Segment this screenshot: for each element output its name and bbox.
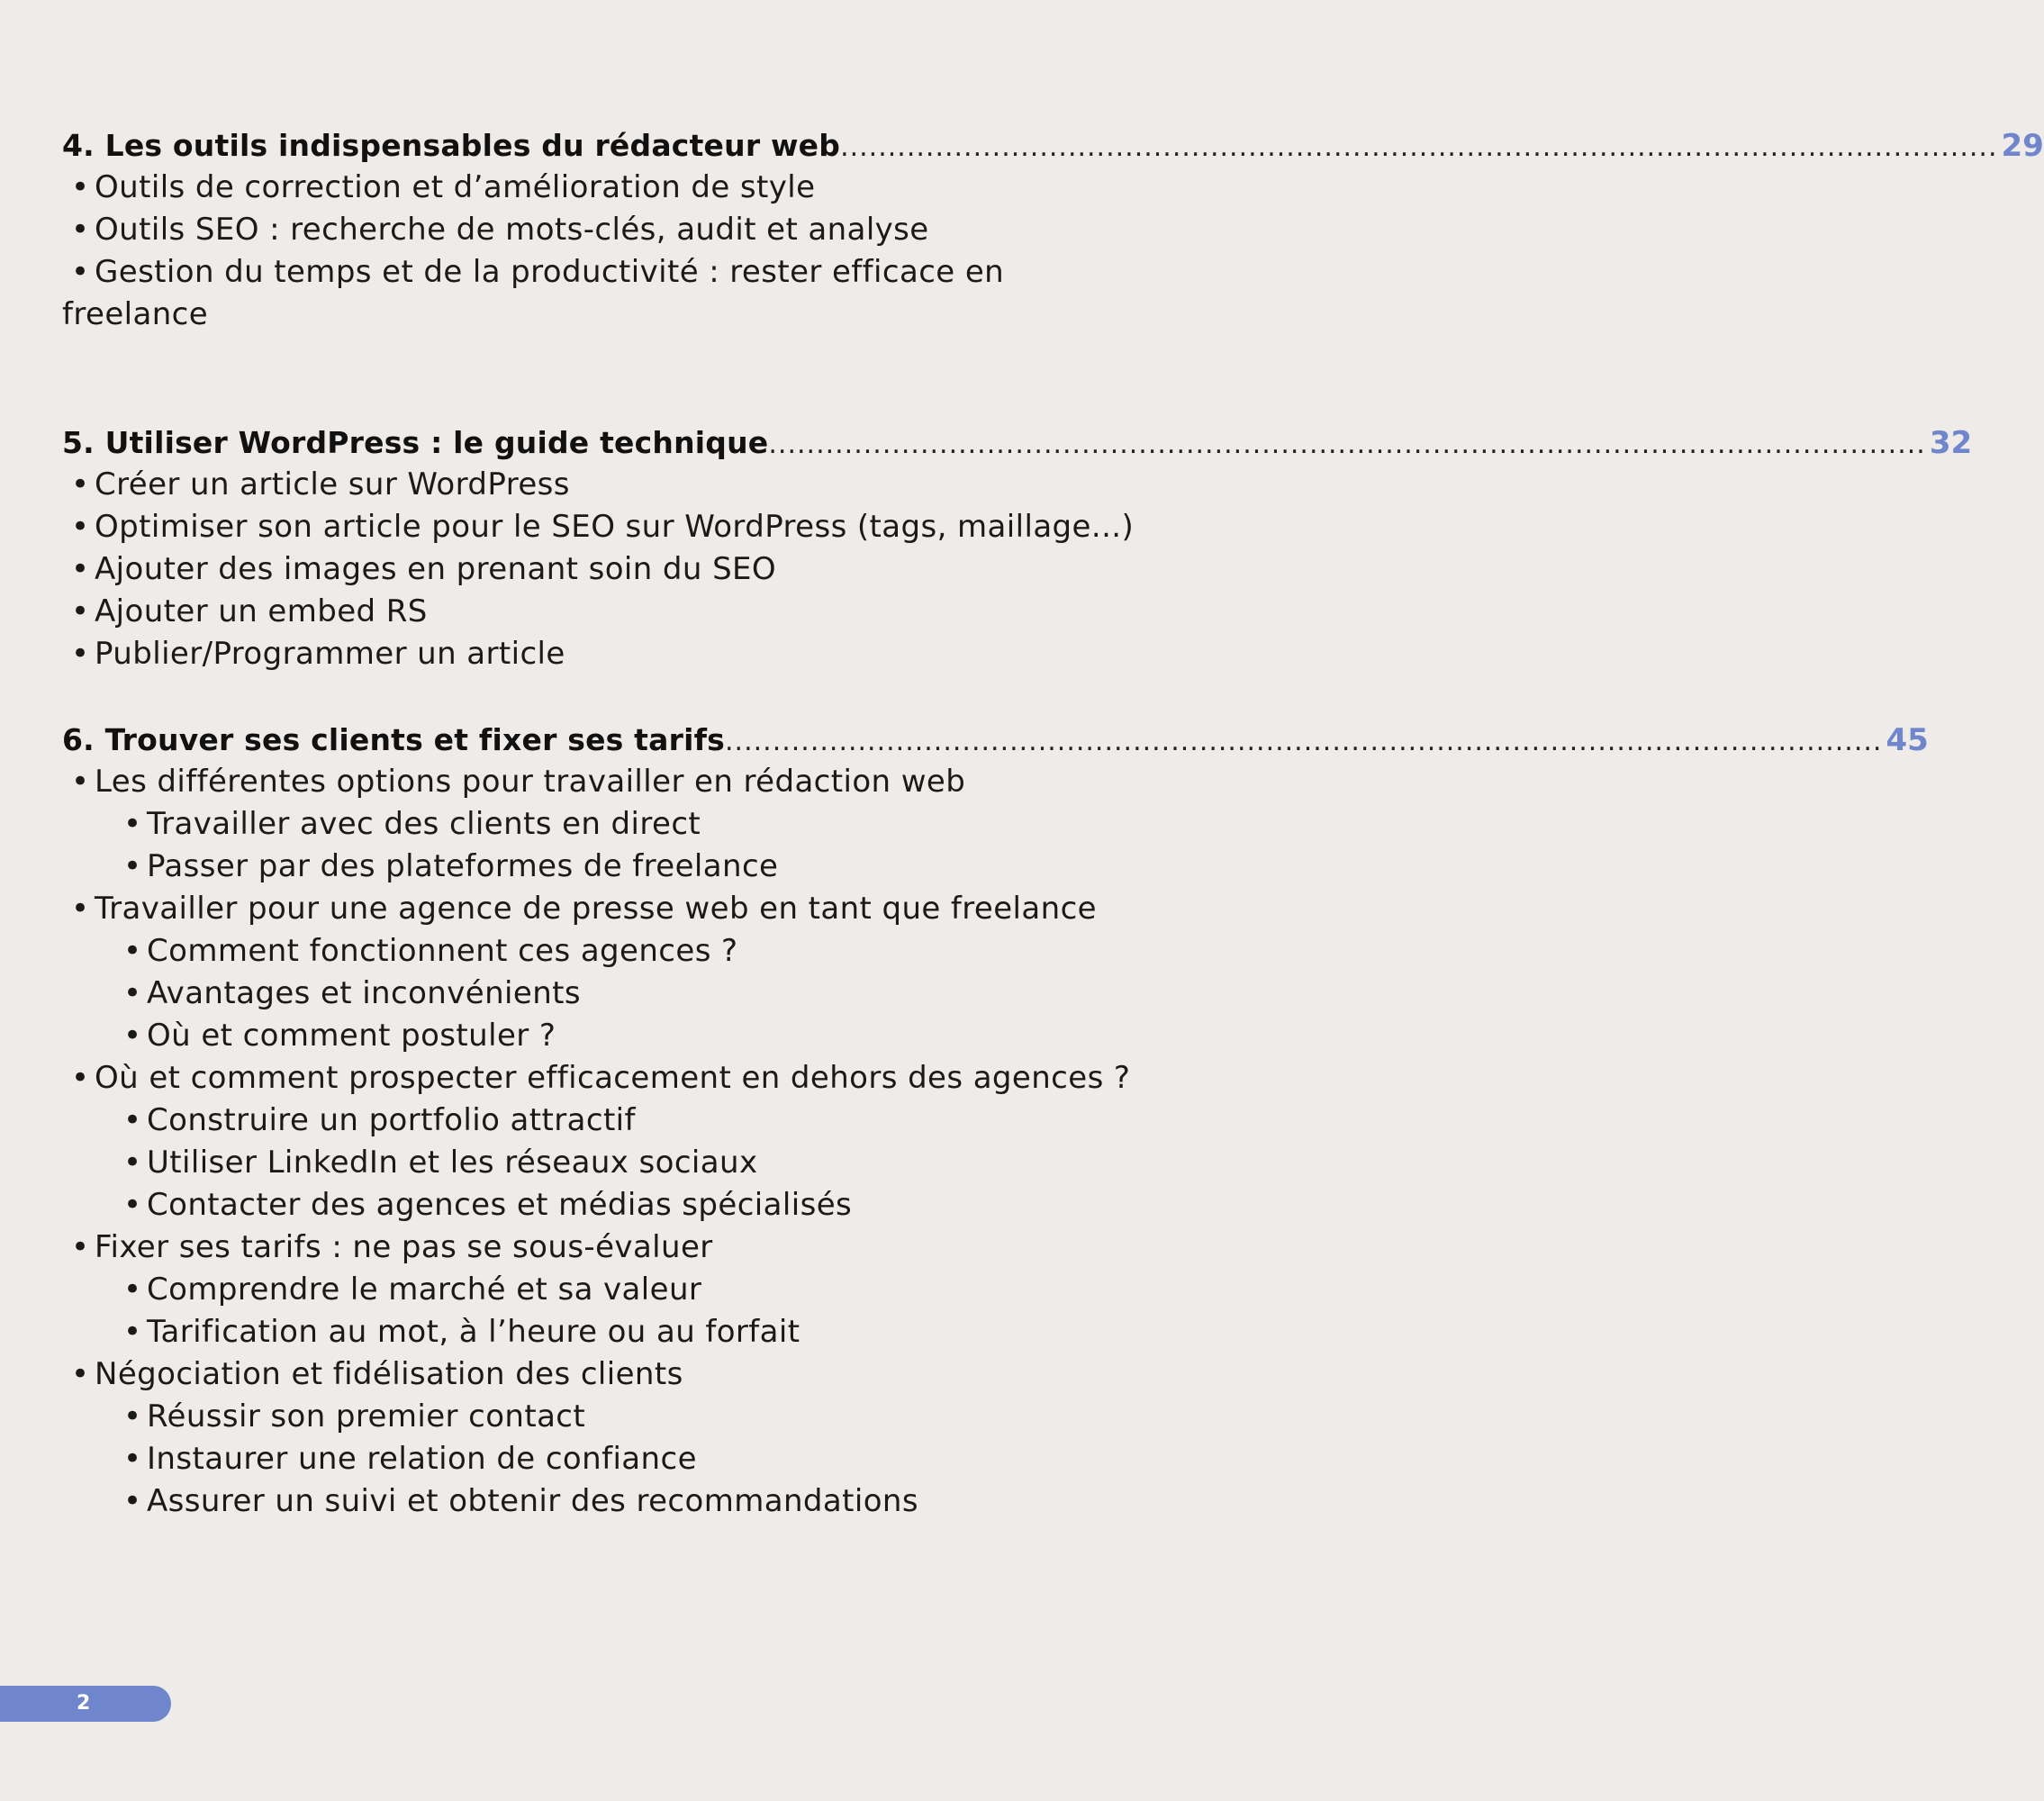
bullet-icon: • — [123, 1102, 142, 1138]
toc-subitem — [62, 1438, 1189, 1480]
toc-item-label: Tarification au mot, à l’heure ou au forfait — [147, 1314, 800, 1350]
toc-item — [62, 1353, 1189, 1396]
toc-item-label: Comment fonctionnent ces agences ? — [147, 933, 738, 969]
toc-subitem — [62, 1142, 1189, 1184]
toc-item — [62, 1057, 1189, 1100]
bullet-icon: • — [71, 636, 90, 672]
bullet-icon: • — [71, 169, 90, 205]
bullet-icon: • — [123, 1441, 142, 1477]
toc-item-label: Ajouter un embed RS — [95, 593, 428, 629]
toc-subitem — [62, 846, 1189, 888]
toc-item-label: Créer un article sur WordPress — [95, 466, 570, 502]
page-number: 2 — [77, 1692, 91, 1715]
toc-heading[interactable] — [62, 421, 1973, 464]
toc-item-label: Les différentes options pour travailler en rédaction web — [95, 764, 966, 800]
toc-heading[interactable] — [62, 124, 2044, 167]
toc-subitem — [62, 930, 1189, 973]
toc-heading-title: 5. Utiliser WordPress : le guide technique — [62, 425, 769, 460]
toc-section-6 — [62, 719, 1929, 1523]
bullet-icon: • — [123, 1187, 142, 1223]
bullet-icon: • — [71, 764, 90, 800]
toc-section-4 — [62, 124, 2044, 336]
toc-leader-dots: .......................................................................................................................... — [768, 429, 1926, 460]
toc-item-label: Contacter des agences et médias spécialisés — [147, 1187, 853, 1223]
toc-item-label: Construire un portfolio attractif — [147, 1102, 636, 1138]
toc-item-label: Optimiser son article pour le SEO sur WordPress (tags, maillage...) — [95, 509, 1135, 545]
bullet-icon: • — [71, 1060, 90, 1096]
toc-item-label: Instaurer une relation de confiance — [147, 1441, 697, 1477]
toc-subitem — [62, 973, 1189, 1015]
bullet-icon: • — [123, 1018, 142, 1054]
toc-item-label: Publier/Programmer un article — [95, 636, 565, 672]
toc-item-label: Comprendre le marché et sa valeur — [147, 1272, 702, 1308]
bullet-icon: • — [71, 509, 90, 545]
bullet-icon: • — [123, 806, 142, 842]
toc-item-label: Gestion du temps et de la productivité : rester efficace en freelance — [62, 254, 1005, 332]
toc-item-label: Négociation et fidélisation des clients — [95, 1356, 683, 1392]
bullet-icon: • — [123, 1314, 142, 1350]
bullet-icon: • — [71, 254, 90, 290]
toc-item — [62, 167, 1189, 209]
toc-item-label: Réussir son premier contact — [147, 1398, 586, 1434]
toc-item-label: Travailler avec des clients en direct — [147, 806, 701, 842]
toc-item-label: Outils SEO : recherche de mots-clés, audit et analyse — [95, 212, 929, 248]
bullet-icon: • — [71, 466, 90, 502]
toc-subitem — [62, 1269, 1189, 1311]
toc-item-label: Travailler pour une agence de presse web en tant que freelance — [95, 891, 1097, 927]
toc-leader-dots: .......................................................................................................................... — [840, 131, 1998, 163]
toc-item-label: Fixer ses tarifs : ne pas se sous-évaluer — [95, 1229, 713, 1265]
bullet-icon: • — [71, 1229, 90, 1265]
toc-subitem — [62, 1396, 1189, 1438]
bullet-icon: • — [71, 212, 90, 248]
toc-item — [62, 888, 1189, 930]
toc-item-label: Outils de correction et d’amélioration de style — [95, 169, 816, 205]
toc-item — [62, 209, 1189, 251]
bullet-icon: • — [123, 975, 142, 1011]
toc-page-number: 29 — [2001, 128, 2044, 164]
toc-item-label: Utiliser LinkedIn et les réseaux sociaux — [147, 1145, 758, 1181]
bullet-icon: • — [123, 1145, 142, 1181]
toc-item — [62, 591, 1189, 633]
toc-subitem — [62, 1015, 1189, 1057]
toc-item-label: Ajouter des images en prenant soin du SEO — [95, 551, 777, 587]
toc-section-5 — [62, 421, 1973, 675]
toc-subitem — [62, 1480, 1189, 1523]
page-number-badge — [0, 1686, 171, 1722]
toc-subitem — [62, 1100, 1189, 1142]
bullet-icon: • — [123, 933, 142, 969]
bullet-icon: • — [123, 1272, 142, 1308]
toc-item — [62, 1226, 1189, 1269]
bullet-icon: • — [71, 593, 90, 629]
bullet-icon: • — [71, 891, 90, 927]
toc-heading-title: 4. Les outils indispensables du rédacteur web — [62, 128, 841, 163]
toc-page-number: 32 — [1929, 425, 1973, 461]
bullet-icon: • — [71, 1356, 90, 1392]
toc-item-label: Assurer un suivi et obtenir des recommandations — [147, 1483, 918, 1519]
toc-heading[interactable] — [62, 719, 1929, 761]
bullet-icon: • — [123, 848, 142, 884]
toc-item-label: Où et comment prospecter efficacement en dehors des agences ? — [95, 1060, 1131, 1096]
toc-subitem — [62, 1184, 1189, 1226]
toc-item-label: Où et comment postuler ? — [147, 1018, 556, 1054]
toc-leader-dots: .......................................................................................................................... — [725, 726, 1883, 757]
toc-item-label: Avantages et inconvénients — [147, 975, 582, 1011]
toc-item — [62, 548, 1189, 591]
toc-page-number: 45 — [1886, 722, 1929, 758]
toc-item — [62, 633, 1189, 675]
toc-subitem — [62, 803, 1189, 846]
toc-item — [62, 464, 1189, 506]
toc-subitem — [62, 1311, 1189, 1353]
bullet-icon: • — [123, 1483, 142, 1519]
toc-item-label: Passer par des plateformes de freelance — [147, 848, 779, 884]
bullet-icon: • — [123, 1398, 142, 1434]
bullet-icon: • — [71, 551, 90, 587]
toc-item — [62, 251, 1035, 336]
toc-heading-title: 6. Trouver ses clients et fixer ses tarifs — [62, 722, 726, 757]
toc-item — [62, 506, 1189, 548]
toc-item — [62, 761, 1189, 803]
